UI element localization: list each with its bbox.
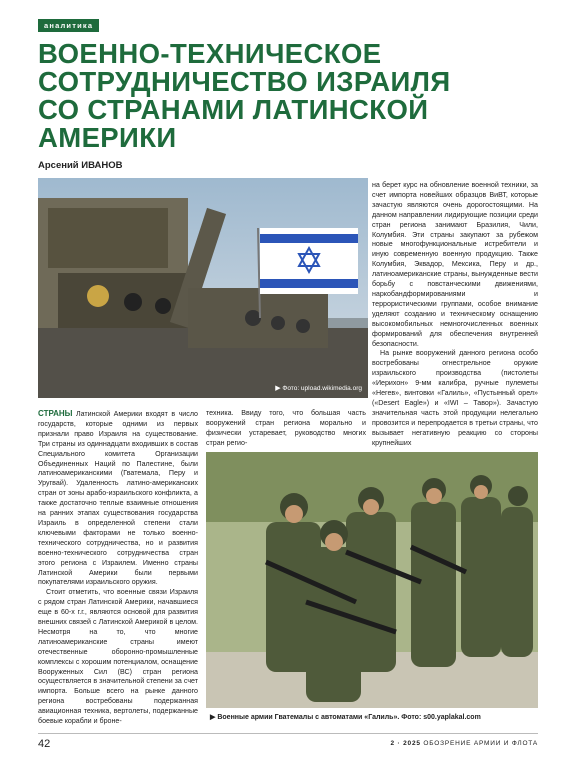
photo1-credit-text: Фото: upload.wikimedia.org [282,385,362,392]
dropcap-word: СТРАНЫ [38,409,73,418]
title-line-3: СО СТРАНАМИ ЛАТИНСКОЙ [38,94,429,125]
paragraph-1-text: Латинской Америки входят в число государств, которые одними из первых признали право Израиля на существование. Три страны из одиннадцати входивших в состав Специального комитета Организации Объединенных Наций по Палестине, были латиноамериканскими (Гватемала, Перу и Уругвай). Удаленность латино-американских стран от зоны арабо-израильского конфликта, а также достаточно теплые взаимные отношения на ранних этапах существования государства Израиль в определенной степени стали ключевыми факторами не только военно-технического сотрудничества, но и развития военно-технического сотрудничества стран этого региона с Израилем. Именно страны Латинской Америки были первыми покупателями израильского оружия. [38,410,198,587]
article-column-3 [372,181,538,448]
issue-info [391,740,538,747]
article-column-1 [38,409,198,727]
photo-vehicle-with-flag [38,178,368,398]
title-line-1: ВОЕННО-ТЕХНИЧЕСКОЕ [38,38,382,69]
paragraph-1 [38,409,198,588]
page-number: 42 [38,738,51,750]
issue-number: 2 · 2025 [390,740,421,747]
arrow-right-icon: ▶ [275,385,281,392]
photo1-credit [275,384,362,392]
section-rubric: аналитика [38,19,99,32]
magazine-name: ОБОЗРЕНИЕ АРМИИ И ФЛОТА [423,740,538,747]
paragraph-5: На рынке вооружений данного региона особо востребованы огнестрельное оружие израильского производства (пистолеты «Иерихон» 9-мм калибра, ручные пулеметы «Негев», винтовки «Галиль», «Пустынный орел» («Desert Eagle») и «IWI – Тавор»). Зачастую значительная часть этой продукции нелегально провозится и перепродается в третьи страны, что вызывает негативную реакцию со стороны крупнейших [372,349,538,447]
article-column-2 [206,409,366,449]
paragraph-3: техника. Ввиду того, что большая часть вооружений стран региона морально и физически устаревает, руководство многих стран регио- [206,409,366,447]
photo-guatemala-soldiers [206,452,538,708]
paragraph-2: Стоит отметить, что военные связи Израиля с рядом стран Латинской Америки, начавшиеся еще в 60-х г.г., являются основой для развития внешних связей с Латинской Америкой в целом. Несмотря на то, что многие латиноамериканские страны имеют отечественные оборонно-промышленные комплексы с хорошим потенциалом, оснащение Вооруженных Сил (ВС) стран региона осуществляется в значительной степени за счет импорта. Больше всего на рынке данного региона востребованы подержанная авиационная техника, вертолеты, подержанные боевые корабли и броне- [38,588,198,726]
title-line-4: АМЕРИКИ [38,122,177,153]
vehicle-flag-illustration [38,178,368,398]
photo2-caption [210,713,481,721]
paragraph-4: на берет курс на обновление военной техники, за счет импорта новейших образцов ВиВТ, которые зачастую являются очень дорогостоящими. На данном направлении лидирующие позиции среди стран региона занимают Бразилия, Чили, Колумбия. Эти страны закупают за рубежом новые многофункциональные истребители и иную современную военную продукцию. Также Колумбия, Эквадор, Мексика, Перу и др., латиноамериканские страны, вынужденные вести борьбу с повстанческими движениями, наркобандформированиями и террористическими группами, особое внимание уделяют созданию и техническому оснащению высокомобильных немногочисленных военных формирований для обеспечения внутренней безопасности. [372,181,538,348]
title-line-2: СОТРУДНИЧЕСТВО ИЗРАИЛЯ [38,66,451,97]
arrow-right-icon: ▶ [210,714,216,721]
photo2-caption-text: Военные армии Гватемалы с автоматами «Галиль». Фото: s00.yaplakal.com [217,714,481,721]
soldiers-illustration [206,452,538,708]
article-title [38,40,548,152]
article-author: Арсений ИВАНОВ [38,160,123,171]
footer-divider [38,733,538,734]
